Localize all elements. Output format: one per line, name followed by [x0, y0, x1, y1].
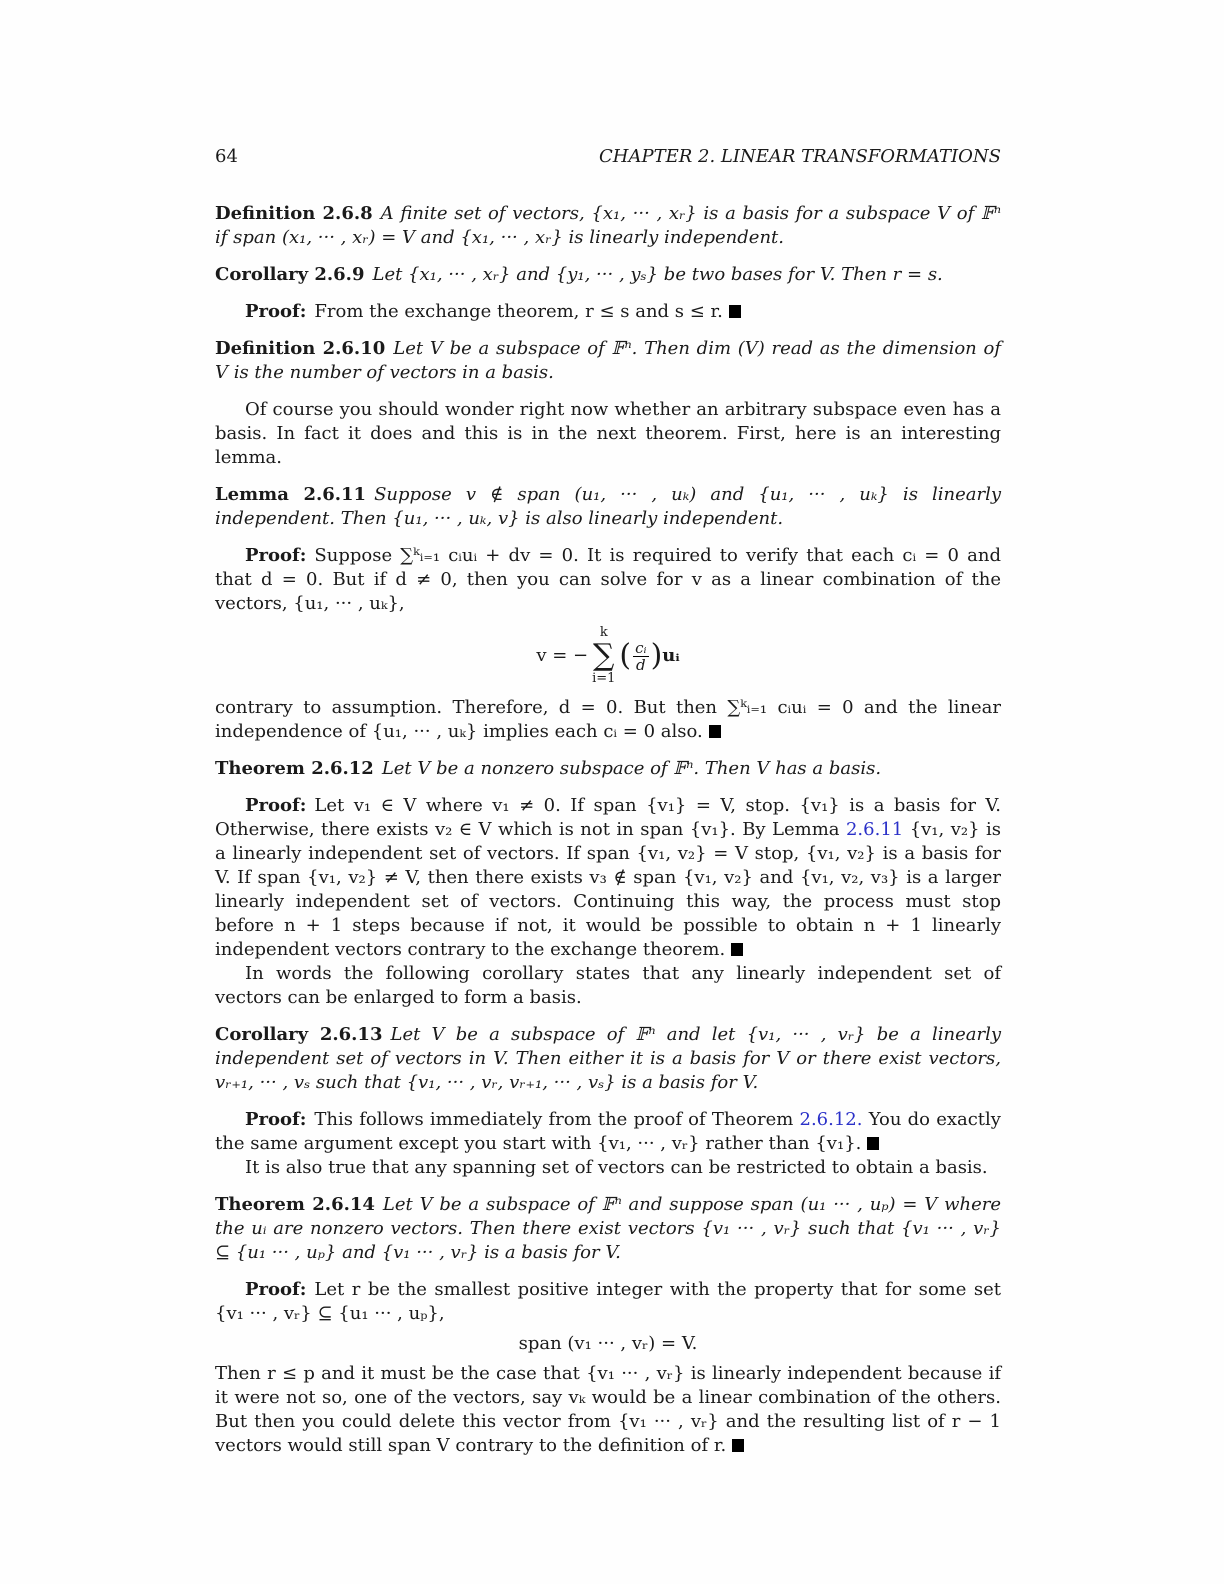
proof-lemma-continued: [215, 696, 1001, 744]
corollary-text: Let {x₁, ··· , xᵣ} and {y₁, ··· , yₛ} be two bases for V. Then r = s.: [372, 264, 943, 285]
proof-label: Proof:: [245, 1109, 307, 1130]
proof-text: From the exchange theorem, r ≤ s and s ≤ r.: [314, 301, 723, 322]
proof-text-a: This follows immediately from the proof of Theorem: [314, 1109, 794, 1130]
fraction-denominator: d: [636, 655, 646, 674]
corollary-label: Corollary 2.6.9: [215, 264, 365, 285]
lemma-2-6-11: [215, 483, 1001, 531]
sum-lower: i=1: [592, 671, 616, 686]
qed-icon: [709, 725, 721, 738]
display-equation: [215, 622, 1001, 690]
proof-text-b: {v₁, v₂} is a linearly independent set of vectors. If span {v₁, v₂} = V stop, {v₁, v₂} is a basis for V. If span {v₁, v₂} ≠ V, then there exists v₃ ∉ span {v₁, v₂} and {v₁, v₂, v₃} is a larger linearly independent set of vectors. Continuing this way, the process must stop before n + 1 steps because if not, it would be possible to obtain n + 1 linearly independent vectors contrary to the exchange theorem.: [215, 819, 1001, 960]
theorem-2-6-14: [215, 1193, 1001, 1265]
theorem-text: Let V be a nonzero subspace of 𝔽ⁿ. Then V has a basis.: [381, 758, 882, 779]
equation-rhs: uᵢ: [662, 645, 680, 666]
theorem-label: Theorem 2.6.12: [215, 758, 374, 779]
proof-text: Let r be the smallest positive integer with the property that for some set {v₁ ··· , vᵣ} ⊆ {u₁ ··· , uₚ},: [215, 1279, 1001, 1324]
paragraph: Of course you should wonder right now whether an arbitrary subspace even has a basis. In fact it does and this is in the next theorem. First, here is an interesting lemma.: [215, 399, 1001, 468]
proof-lemma-2-6-11: [215, 544, 1001, 616]
proof-text: Then r ≤ p and it must be the case that {v₁ ··· , vᵣ} is linearly independent because if it were not so, one of the vectors, say vₖ would be a linear combination of the others. But then you could delete this vector from {v₁ ··· , vᵣ} and the resulting list of r − 1 vectors would still span V contrary to the definition of r.: [215, 1363, 1001, 1456]
lemma-reference-link[interactable]: 2.6.11: [845, 819, 904, 840]
qed-icon: [731, 943, 743, 956]
lemma-text: Suppose v ∉ span (u₁, ··· , uₖ) and {u₁, ··· , uₖ} is linearly independent. Then {u₁, ··· , uₖ, v} is also linearly independent.: [215, 484, 1001, 529]
theorem-2-6-12: [215, 757, 1001, 781]
corollary-label: Corollary 2.6.13: [215, 1024, 383, 1045]
display-equation: span (v₁ ··· , vᵣ) = V.: [518, 1333, 698, 1354]
proof-theorem-2-6-12: [215, 794, 1001, 962]
proof-label: Proof:: [245, 795, 307, 816]
paragraph: In words the following corollary states that any linearly independent set of vectors can be enlarged to form a basis.: [215, 963, 1001, 1008]
fraction: [633, 640, 648, 673]
theorem-reference-link[interactable]: 2.6.12.: [799, 1109, 863, 1130]
theorem-text: Let V be a subspace of 𝔽ⁿ and suppose span (u₁ ··· , uₚ) = V where the uᵢ are nonzero vectors. Then there exist vectors {v₁ ··· , vᵣ} such that {v₁ ··· , vᵣ} ⊆ {u₁ ··· , uₚ} and {v₁ ··· , vᵣ} is a basis for V.: [215, 1194, 1001, 1263]
corollary-text: Let V be a subspace of 𝔽ⁿ and let {v₁, ··· , vᵣ} be a linearly independent set of vectors in V. Then either it is a basis for V or there exist vectors, vᵣ₊₁, ··· , vₛ such that {v₁, ··· , vᵣ, vᵣ₊₁, ··· , vₛ} is a basis for V.: [215, 1024, 1002, 1093]
equation-lhs: v = −: [536, 645, 589, 666]
page: [215, 145, 1001, 1471]
sigma-icon: ∑: [593, 638, 615, 673]
qed-icon: [732, 1439, 744, 1452]
proof-theorem-2-6-14: [215, 1278, 1001, 1326]
definition-2-6-10: [215, 337, 1001, 385]
proof-theorem-2-6-14-continued: [215, 1362, 1001, 1458]
definition-text: Let V be a subspace of 𝔽ⁿ. Then dim (V) read as the dimension of V is the number of vectors in a basis.: [215, 338, 1001, 383]
proof-text-b: You do exactly the same argument except you start with {v₁, ··· , vᵣ} rather than {v₁}.: [215, 1109, 1001, 1154]
theorem-label: Theorem 2.6.14: [215, 1194, 375, 1215]
proof-corollary-2-6-13: [215, 1108, 1001, 1156]
summation: [592, 626, 615, 686]
proof-label: Proof:: [245, 301, 307, 322]
right-paren-icon: ): [650, 638, 663, 673]
definition-label: Definition 2.6.8: [215, 203, 373, 224]
definition-2-6-8: [215, 202, 1001, 250]
chapter-title: CHAPTER 2. LINEAR TRANSFORMATIONS: [599, 146, 1001, 167]
fraction-numerator: cᵢ: [635, 638, 647, 657]
left-paren-icon: (: [619, 638, 632, 673]
corollary-2-6-13: [215, 1023, 1001, 1095]
definition-text: A finite set of vectors, {x₁, ··· , xᵣ} is a basis for a subspace V of 𝔽ⁿ if span (x₁, ··· , xᵣ) = V and {x₁, ··· , xᵣ} is linearly independent.: [215, 203, 1001, 248]
proof-text: contrary to assumption. Therefore, d = 0. But then ∑ᵏᵢ₌₁ cᵢuᵢ = 0 and the linear independence of {u₁, ··· , uₖ} implies each cᵢ = 0 also.: [215, 697, 1001, 742]
running-header: [215, 145, 1001, 169]
qed-icon: [867, 1137, 879, 1150]
definition-label: Definition 2.6.10: [215, 338, 386, 359]
proof-label: Proof:: [245, 1279, 307, 1300]
qed-icon: [729, 305, 741, 318]
proof-label: Proof:: [245, 545, 307, 566]
corollary-2-6-9: [215, 263, 1001, 287]
proof-corollary-2-6-9: [215, 300, 1001, 324]
lemma-label: Lemma 2.6.11: [215, 484, 367, 505]
sum-upper: k: [599, 625, 608, 640]
page-number: 64: [215, 146, 238, 167]
paragraph: It is also true that any spanning set of vectors can be restricted to obtain a basis.: [245, 1157, 988, 1178]
proof-text: Suppose ∑ᵏᵢ₌₁ cᵢuᵢ + dv = 0. It is required to verify that each cᵢ = 0 and that d = 0. But if d ≠ 0, then you can solve for v as a linear combination of the vectors, {u₁, ··· , uₖ},: [215, 545, 1001, 614]
proof-text-a: Let v₁ ∈ V where v₁ ≠ 0. If span {v₁} = V, stop. {v₁} is a basis for V. Otherwise, there exists v₂ ∈ V which is not in span {v₁}. By Lemma: [215, 795, 1001, 840]
